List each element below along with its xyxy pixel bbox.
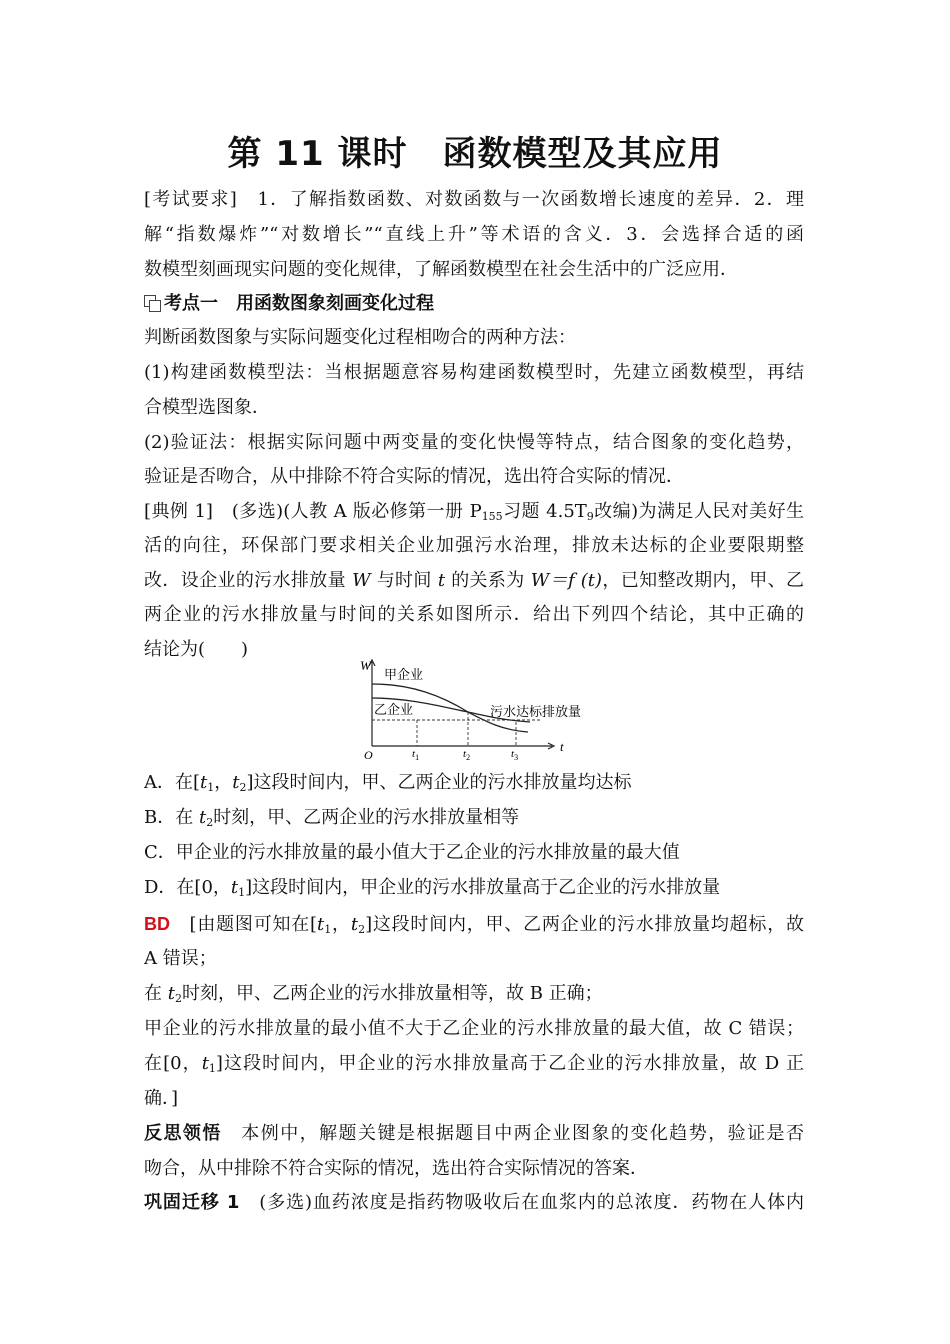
example-line-3: 改．设企业的污水排放量 W 与时间 t 的关系为 W＝f (t)，已知整改期内，甲、乙 — [144, 570, 804, 591]
method-1-line-2: 合模型选图象． — [144, 397, 270, 418]
answer-line-3: 在 $t_2$时刻，甲、乙两企业的污水排放量相等，故 B 正确； — [144, 983, 603, 1005]
two-squares-icon — [144, 295, 160, 311]
section-heading: 考点一 用函数图象刻画变化过程 — [144, 292, 804, 316]
example-label: [典例 1] — [144, 501, 213, 522]
example-line-1: [典例 1] (多选)(人教 A 版必修第一册 $P_{155}$习题 $4.5T_9$改编)为满足人民对美好生 — [144, 501, 804, 523]
requirements-line-1: [考试要求] 1．了解指数函数、对数函数与一次函数增长速度的差异．2．理 — [144, 189, 804, 210]
standard-line-label: 污水达标排放量 — [490, 704, 582, 719]
answer-line-5: 在[0，$t_1$]这段时间内，甲企业的污水排放量高于乙企业的污水排放量，故 D 正 — [144, 1053, 804, 1075]
tick-t2: $t_2$ — [463, 748, 471, 762]
page-title: 第 11 课时 函数模型及其应用 — [227, 134, 723, 174]
answer-line-1: BD [由题图可知在[$t_1$，$t_2$]这段时间内，甲、乙两企业的污水排放量均超标，故 — [144, 914, 804, 936]
answer-line-6: 确．] — [144, 1088, 179, 1109]
option-b: B．在 $t_2$时刻，甲、乙两企业的污水排放量相等 — [144, 807, 520, 829]
emission-graph — [352, 656, 602, 764]
example-line-4: 两企业的污水排放量与时间的关系如图所示．给出下列四个结论，其中正确的 — [144, 604, 804, 625]
practice-label: 巩固迁移 1 — [144, 1192, 240, 1213]
requirements-line-2: 解“指数爆炸”“对数增长”“直线上升”等术语的含义．3．会选择合适的函 — [144, 224, 804, 245]
method-intro: 判断函数图象与实际问题变化过程相吻合的两种方法： — [144, 327, 576, 348]
example-line-2: 活的向往，环保部门要求相关企业加强污水治理，排放未达标的企业要限期整 — [144, 535, 804, 556]
answer-key: BD — [144, 914, 170, 934]
method-2-line-1: (2)验证法：根据实际问题中两变量的变化快慢等特点，结合图象的变化趋势， — [144, 432, 804, 453]
x-axis-label: t — [560, 739, 564, 754]
option-d: D．在[0，$t_1$]这段时间内，甲企业的污水排放量高于乙企业的污水排放量 — [144, 877, 721, 899]
answer-line-2: A 错误； — [144, 948, 217, 969]
option-a: A．在[$t_1$，$t_2$]这段时间内，甲、乙两企业的污水排放量均达标 — [144, 772, 632, 794]
curve-jia-label: 甲企业 — [384, 667, 424, 682]
method-2-line-2: 验证是否吻合，从中排除不符合实际的情况，选出符合实际的情况． — [144, 466, 684, 487]
origin-label: O — [364, 748, 373, 762]
requirements-label: [考试要求] — [144, 189, 237, 210]
example-line-5: 结论为( ) — [144, 639, 249, 660]
answer-line-4: 甲企业的污水排放量的最小值不大于乙企业的污水排放量的最大值，故 C 错误； — [144, 1018, 804, 1039]
y-axis-label: W — [360, 658, 371, 673]
tick-t1: $t_1$ — [412, 748, 420, 762]
option-c: C．甲企业的污水排放量的最小值大于乙企业的污水排放量的最大值 — [144, 842, 680, 863]
method-1-line-1: (1)构建函数模型法：当根据题意容易构建函数模型时，先建立函数模型，再结 — [144, 362, 804, 383]
curve-yi-label: 乙企业 — [374, 702, 414, 717]
practice-line-1: 巩固迁移 1 (多选)血药浓度是指药物吸收后在血浆内的总浓度．药物在人体内 — [144, 1192, 804, 1213]
reflection-label: 反思领悟 — [144, 1123, 222, 1144]
tick-t3: $t_3$ — [511, 748, 519, 762]
reflection-line-2: 吻合，从中排除不符合实际的情况，选出符合实际情况的答案． — [144, 1158, 648, 1179]
reflection-line-1: 反思领悟 本例中，解题关键是根据题目中两企业图象的变化趋势，验证是否 — [144, 1123, 804, 1144]
requirements-line-3: 数模型刻画现实问题的变化规律，了解函数模型在社会生活中的广泛应用． — [144, 259, 738, 280]
